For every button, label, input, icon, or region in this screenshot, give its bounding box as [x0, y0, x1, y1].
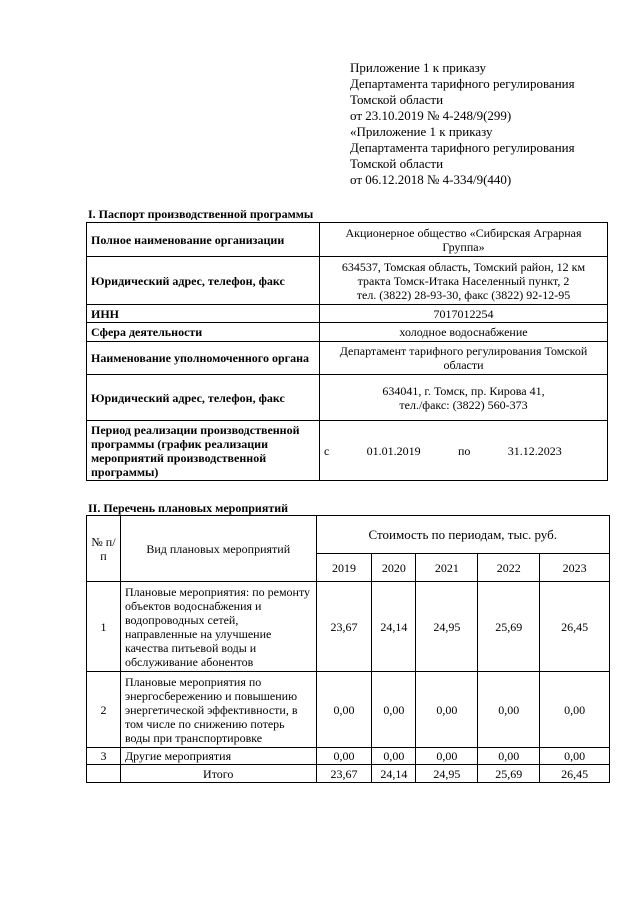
row-value	[320, 323, 608, 342]
header-line: Томской области	[350, 92, 444, 107]
table-row	[87, 748, 610, 765]
row-label: Полное наименование организации	[87, 223, 320, 257]
row-value: 0,00	[372, 748, 416, 765]
header-line: «Приложение 1 к приказу	[350, 124, 493, 139]
row-value	[320, 305, 608, 323]
row-value: 0,00	[416, 748, 478, 765]
header-line: от 23.10.2019 № 4-248/9(299)	[350, 108, 512, 123]
year-header: 2019	[316, 554, 372, 582]
row-label: Сфера деятельности	[87, 323, 320, 342]
total-value: 24,95	[416, 765, 478, 783]
row-value: 0,00	[540, 672, 610, 748]
appendix-header	[350, 60, 630, 188]
row-num: 3	[87, 748, 121, 765]
period-label: Период реализации производственной программы (график реализации мероприятий производственной программы)	[87, 421, 320, 481]
period-to: 31.12.2023	[507, 443, 562, 458]
row-name: Плановые мероприятия по энергосбережению и повышению энергетической эффективности, в том числе по снижению потерь воды при транспортировке	[120, 672, 316, 748]
row-value	[320, 342, 608, 375]
table-row	[87, 223, 608, 257]
value-line: холодное водоснабжение	[399, 325, 528, 339]
row-name: Другие мероприятия	[120, 748, 316, 765]
row-value	[320, 257, 608, 305]
period-from: 01.01.2019	[366, 443, 421, 458]
header-line: Томской области	[350, 156, 444, 171]
table-row	[87, 421, 608, 481]
row-label: Юридический адрес, телефон, факс	[87, 257, 320, 305]
value-line: тел./факс: (3822) 560-373	[399, 397, 528, 412]
value-line: 634041, г. Томск, пр. Кирова 41,	[382, 383, 545, 398]
period-to-word: по	[457, 443, 471, 458]
plan-table	[86, 515, 610, 783]
total-value: 24,14	[372, 765, 416, 783]
row-value: 24,14	[372, 582, 416, 672]
row-num: 1	[87, 582, 121, 672]
col-header-cost: Стоимость по периодам, тыс. руб.	[316, 516, 609, 554]
value-line: Группа»	[442, 239, 485, 254]
table-row	[87, 375, 608, 421]
section-1-title: I. Паспорт производственной программы	[88, 207, 314, 221]
passport-table	[86, 222, 608, 481]
table-row	[87, 342, 608, 375]
row-value: 23,67	[316, 582, 372, 672]
total-value: 26,45	[540, 765, 610, 783]
col-header-name: Вид плановых мероприятий	[120, 516, 316, 582]
period-range	[324, 444, 603, 458]
value-line: области	[443, 358, 484, 372]
row-value	[320, 223, 608, 257]
row-label: ИНН	[87, 305, 320, 323]
total-value: 23,67	[316, 765, 372, 783]
value-line: Акционерное общество «Сибирская Аграрная	[345, 225, 582, 240]
row-value: 0,00	[416, 672, 478, 748]
row-value: 0,00	[478, 748, 540, 765]
period-from-word: с	[324, 443, 330, 458]
row-value: 0,00	[316, 748, 372, 765]
value-line: тел. (3822) 28-93-30, факс (3822) 92-12-95	[356, 287, 571, 302]
row-value: 25,69	[478, 582, 540, 672]
table-row	[87, 582, 610, 672]
year-header: 2023	[540, 554, 610, 582]
period-value	[320, 421, 608, 481]
total-empty-cell	[87, 765, 121, 783]
section-2-title: II. Перечень плановых мероприятий	[88, 501, 289, 515]
header-line: от 06.12.2018 № 4-334/9(440)	[350, 172, 512, 187]
col-header-num: № п/п	[87, 516, 121, 582]
row-value: 0,00	[372, 672, 416, 748]
table-header-row	[87, 516, 610, 554]
header-line: Департамента тарифного регулирования	[350, 76, 575, 91]
table-row	[87, 305, 608, 323]
row-value	[320, 375, 608, 421]
row-value: 24,95	[416, 582, 478, 672]
row-num: 2	[87, 672, 121, 748]
header-line: Приложение 1 к приказу	[350, 60, 487, 75]
total-label: Итого	[120, 765, 316, 783]
table-row	[87, 672, 610, 748]
row-label: Юридический адрес, телефон, факс	[87, 375, 320, 421]
value-line: Департамент тарифного регулирования Томской	[339, 344, 588, 358]
value-line: тракта Томск-Итака Населенный пункт, 2	[357, 273, 570, 288]
table-row	[87, 257, 608, 305]
year-header: 2020	[372, 554, 416, 582]
row-value: 0,00	[540, 748, 610, 765]
table-row	[87, 323, 608, 342]
row-label: Наименование уполномоченного органа	[87, 342, 320, 375]
row-value: 0,00	[478, 672, 540, 748]
total-row	[87, 765, 610, 783]
year-header: 2022	[478, 554, 540, 582]
row-value: 26,45	[540, 582, 610, 672]
row-value: 0,00	[316, 672, 372, 748]
header-line: Департамента тарифного регулирования	[350, 140, 575, 155]
value-line: 7017012254	[433, 306, 494, 321]
row-name: Плановые мероприятия: по ремонту объектов водоснабжения и водопроводных сетей, направленные на улучшение качества питьевой воды и обслуживание абонентов	[120, 582, 316, 672]
year-header: 2021	[416, 554, 478, 582]
value-line: 634537, Томская область, Томский район, 12 км	[341, 259, 586, 274]
total-value: 25,69	[478, 765, 540, 783]
